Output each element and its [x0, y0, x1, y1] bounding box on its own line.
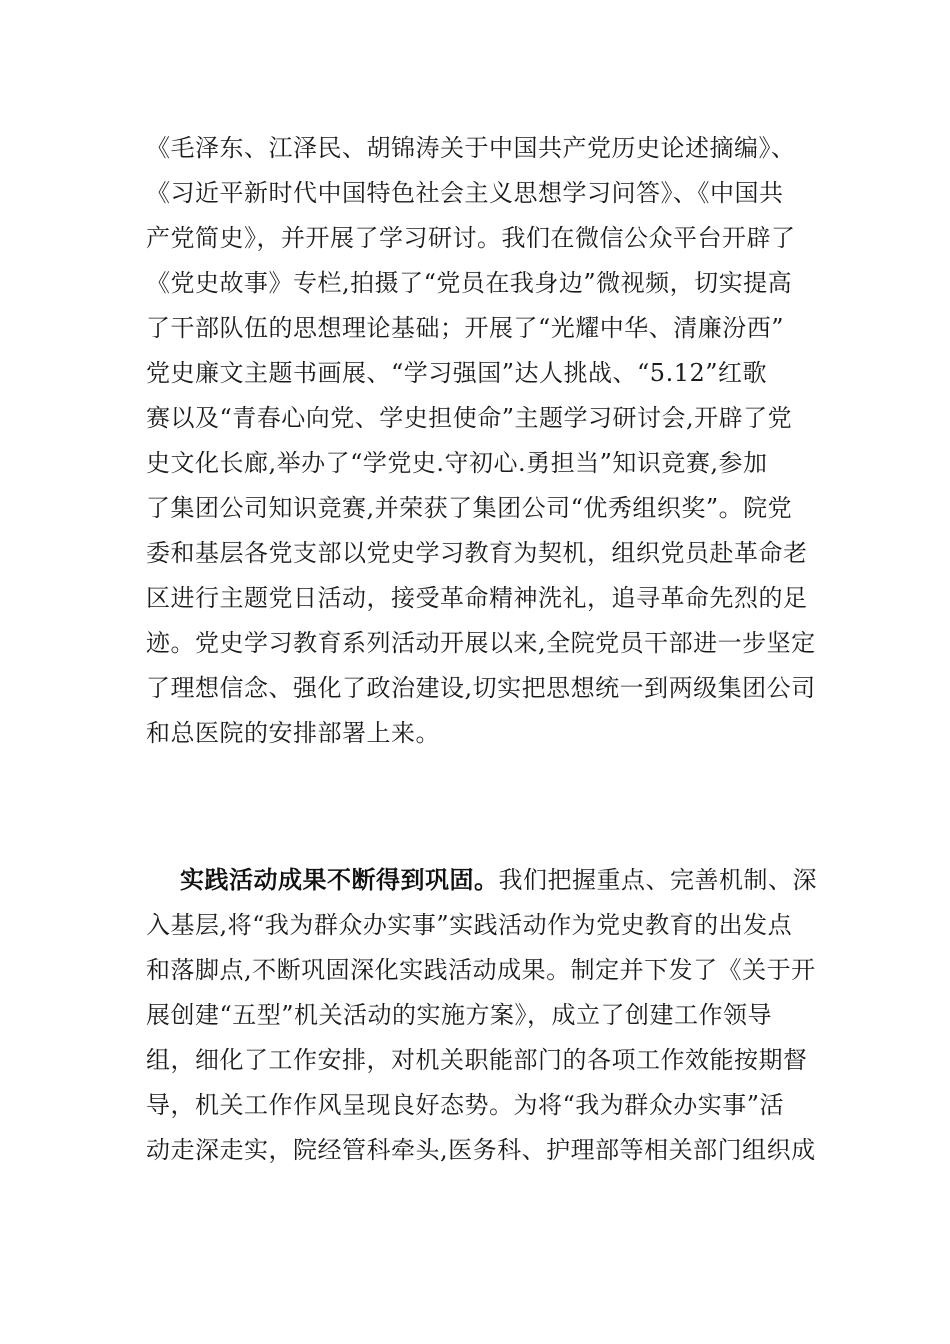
text-line: 《毛泽东、江泽民、胡锦涛关于中国共产党历史论述摘编》、 — [146, 134, 796, 162]
first-line-text: 我们把握重点、完善机制、深 — [498, 866, 817, 894]
text-line: 迹。党史学习教育系列活动开展以来,全院党员干部进一步坚定 — [146, 629, 816, 657]
text-line: 委和基层各党支部以党史学习教育为契机，组织党员赴革命老 — [146, 539, 808, 567]
text-line: 《习近平新时代中国特色社会主义思想学习问答》、《中国共 — [146, 179, 784, 207]
text-line: 导，机关工作作风呈现良好态势。为将“我为群众办实事”活 — [146, 1091, 785, 1119]
text-line: 《党史故事》专栏,拍摄了“党员在我身边”微视频，切实提高 — [146, 269, 793, 297]
text-line: 和总医院的安排部署上来。 — [146, 719, 440, 747]
text-line: 赛以及“青春心向党、学史担使命”主题学习研讨会,开辟了党 — [146, 404, 793, 432]
text-line: 了集团公司知识竞赛,并荣获了集团公司“优秀组织奖”。院党 — [146, 494, 793, 522]
text-line: 了理想信念、强化了政治建设,切实把思想统一到两级集团公司 — [146, 674, 816, 702]
text-line: 史文化长廊,举办了“学党史.守初心.勇担当”知识竞赛,参加 — [146, 449, 768, 477]
text-line: 展创建“五型”机关活动的实施方案》，成立了创建工作领导 — [146, 1001, 773, 1029]
text-line: 组，细化了工作安排，对机关职能部门的各项工作效能按期督 — [146, 1046, 808, 1074]
text-line: 党史廉文主题书画展、“学习强国”达人挑战、“5.12”红歌 — [146, 359, 768, 387]
text-line: 入基层,将“我为群众办实事”实践活动作为党史教育的出发点 — [146, 911, 793, 939]
text-line: 动走深走实，院经管科牵头,医务科、护理部等相关部门组织成 — [146, 1136, 816, 1164]
text-line-first — [180, 860, 817, 900]
paragraph-lead-heading: 实践活动成果不断得到巩固。 — [180, 865, 499, 894]
text-line: 了干部队伍的思想理论基础；开展了“光耀中华、清廉汾西” — [146, 314, 785, 342]
text-line: 和落脚点,不断巩固深化实践活动成果。制定并下发了《关于开 — [146, 956, 816, 984]
text-line: 产党简史》，并开展了学习研讨。我们在微信公众平台开辟了 — [146, 224, 796, 252]
text-line: 区进行主题党日活动，接受革命精神洗礼，追寻革命先烈的足 — [146, 584, 808, 612]
